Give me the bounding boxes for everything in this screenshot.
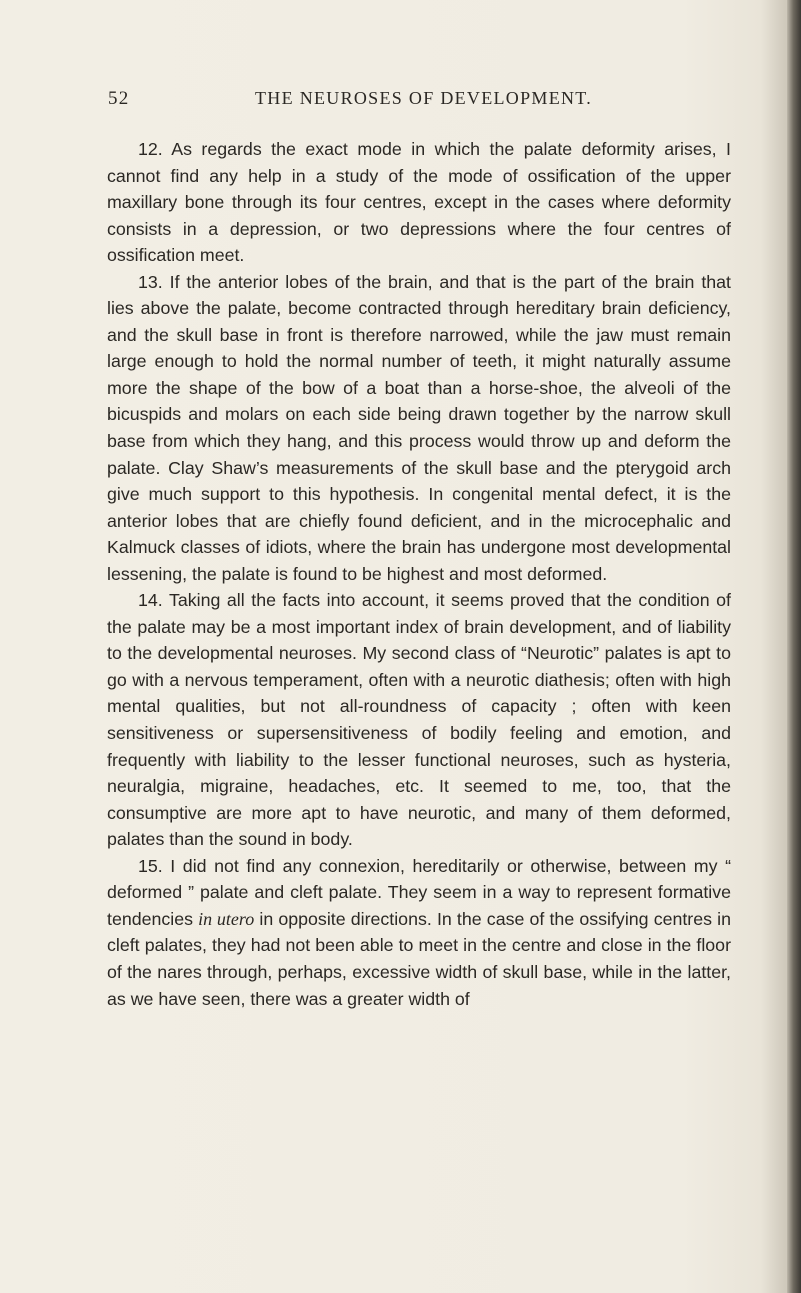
paragraph-15-text-start: 15. I did not find any connexion, hereditarily or otherwise, between my “ deformed ” palate and cleft palate. They seem in a way to represent formative tendencies bbox=[107, 855, 731, 929]
paragraph-14: 14. Taking all the facts into account, it seems proved that the condition of the palate may be a most important index of brain development, and of liability to the developmental neuroses. My second class of “Neurotic” palates is apt to go with a nervous temperament, often with a neurotic diathesis; often with high mental qualities, but not all-roundness of capacity ; often with keen sensitiveness or supersensitiveness of bodily feeling and emotion, and frequently with liability to the lesser functional neuroses, such as hysteria, neuralgia, migraine, headaches, etc. It seemed to me, too, that the consumptive are more apt to have neurotic, and many of them deformed, palates than the sound in body. bbox=[107, 590, 731, 850]
running-title: THE NEUROSES OF DEVELOPMENT. bbox=[255, 88, 593, 108]
page-header bbox=[108, 88, 728, 118]
paragraph-13: 13. If the anterior lobes of the brain, and that is the part of the brain that lies above the palate, become contracted through hereditary brain deficiency, and the skull base in front is therefore narrowed, while the jaw must remain large enough to hold the normal number of teeth, it might naturally assume more the shape of the bow of a boat than a horse-shoe, the alveoli of the bicuspids and molars on each side being drawn together by the narrow skull base from which they hang, and this process would throw up and deform the palate. Clay Shaw’s measurements of the skull base and the pterygoid arch give much support to this hypothesis. In congenital mental defect, it is the anterior lobes that are chiefly found deficient, and in the microcephalic and Kalmuck classes of idiots, where the brain has undergone most developmental lessening, the palate is found to be highest and most deformed. bbox=[107, 271, 731, 584]
italic-phrase: in utero bbox=[198, 908, 255, 929]
paragraph-12: 12. As regards the exact mode in which the palate deformity arises, I cannot find any help in a study of the mode of ossification of the upper maxillary bone through its four centres, except in the cases where deformity consists in a depression, or two depressions where the four centres of ossification meet. bbox=[107, 139, 731, 266]
paragraph-15-text-end: in opposite directions. In the case of the ossifying centres in cleft palates, they had not been able to meet in the centre and close in the floor of the nares through, perhaps, excessive width of skull base, while in the latter, as we have seen, there was a greater width of bbox=[107, 908, 732, 1009]
page-number: 52 bbox=[108, 88, 130, 109]
body-text bbox=[107, 136, 731, 1012]
paragraph-15 bbox=[107, 853, 731, 1012]
page-binding-edge bbox=[787, 0, 801, 1293]
